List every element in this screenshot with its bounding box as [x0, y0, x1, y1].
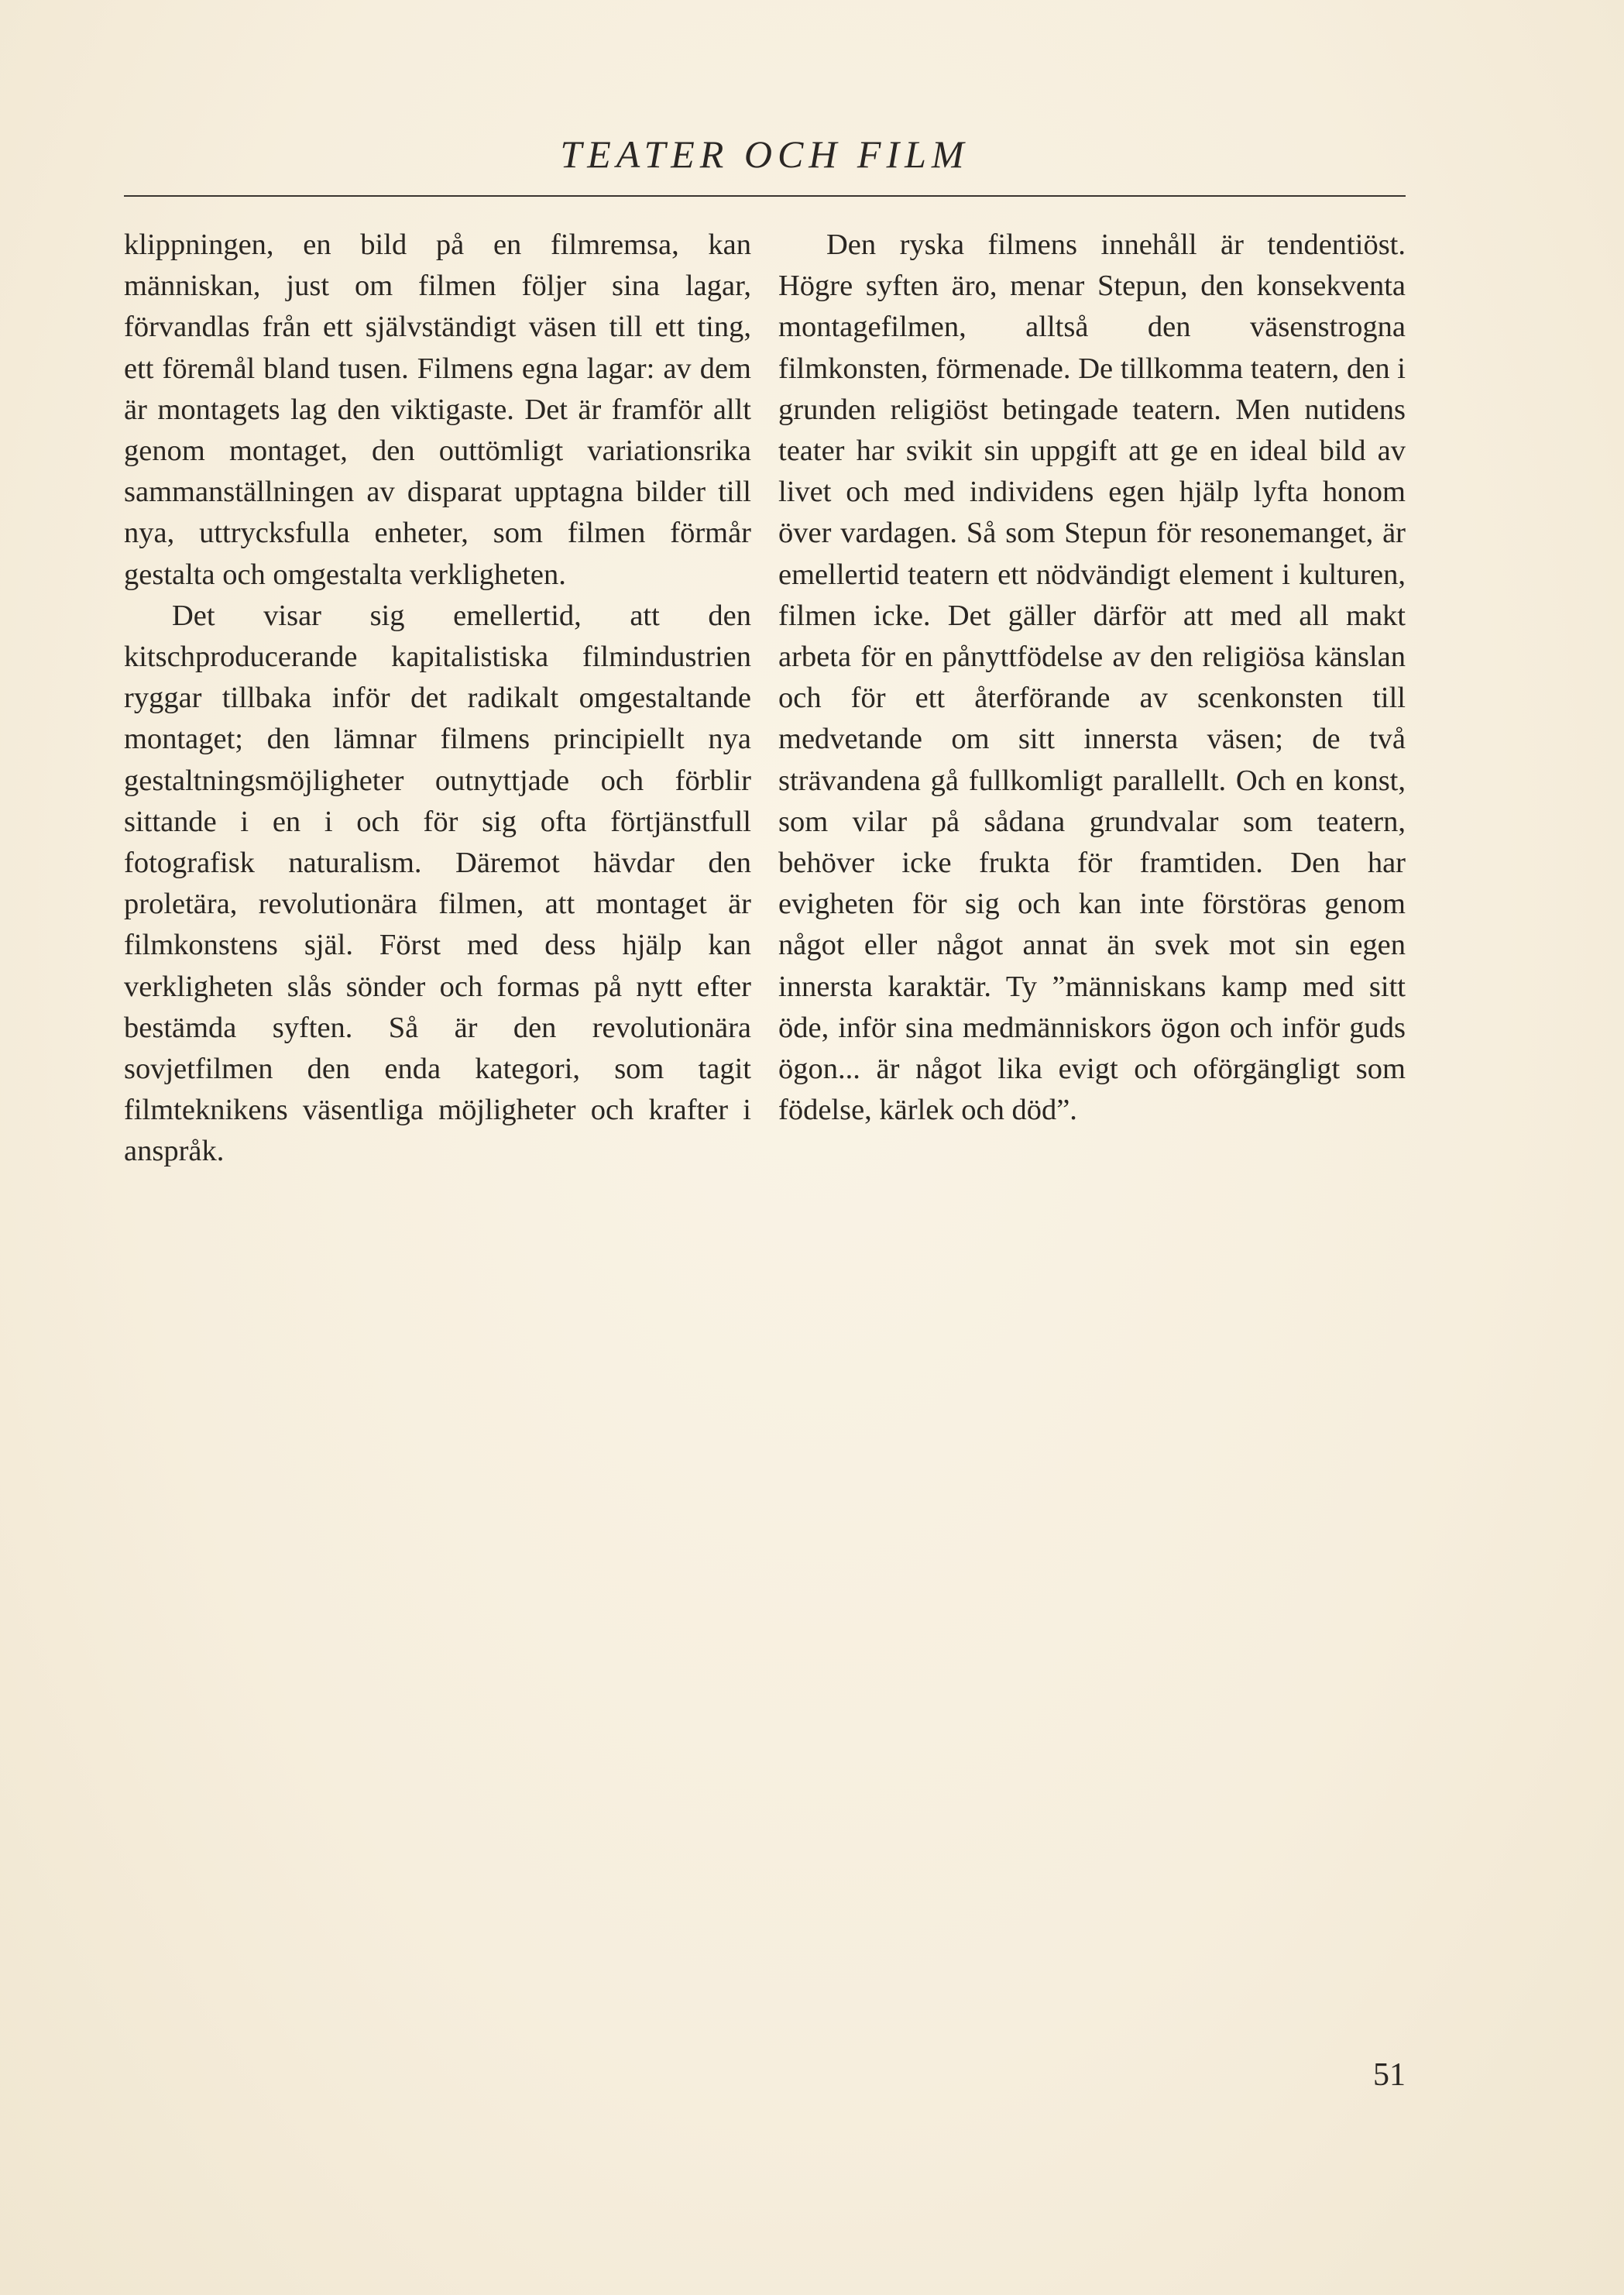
header-rule — [124, 195, 1406, 197]
running-title: TEATER OCH FILM — [560, 132, 970, 176]
page-number: 51 — [1373, 2057, 1406, 2093]
right-column — [778, 225, 1406, 1131]
paragraph: klippningen, en bild på en filmremsa, kan människan, just om filmen följer sina lagar, förvandlas från ett självständigt väsen till ett ting, ett föremål bland tusen. Filmens egna lagar: av dem är montagets lag den viktigaste. Det är framför allt genom montaget, den outtömligt variationsrika sammanställningen av disparat upptagna bilder till nya, uttrycksfulla enheter, som filmen förmår gestalta och omgestalta verkligheten. — [124, 228, 751, 591]
paragraph: Det visar sig emellertid, att den kitschproducerande kapitalistiska filmindustrien ryggar tillbaka inför det radikalt omgestaltande montaget; den lämnar filmens principiellt nya gestaltningsmöjligheter outnyttjade och förblir sittande i en i och för sig ofta förtjänstfull fotografisk naturalism. Däremot hävdar den proletära, revolutionära filmen, att montaget är filmkonstens själ. Först med dess hjälp kan verkligheten slås sönder och formas på nytt efter bestämda syften. Så är den revolutionära sovjetfilmen den enda kategori, som tagit filmteknikens väsentliga möjligheter och krafter i anspråk. — [124, 599, 751, 1168]
left-column — [124, 225, 751, 1173]
paragraph: Den ryska filmens innehåll är tendentiöst. Högre syften äro, menar Stepun, den konsekventa montagefilmen, alltså den väsenstrogna filmkonsten, förmenade. De tillkomma teatern, den i grunden religiöst betingade teatern. Men nutidens teater har svikit sin uppgift att ge en ideal bild av livet och med individens egen hjälp lyfta honom över vardagen. Så som Stepun för resonemanget, är emellertid teatern ett nödvändigt element i kulturen, filmen icke. Det gäller därför att med all makt arbeta för en pånyttfödelse av den religiösa känslan och för ett återförande av scenkonsten till medvetande om sitt innersta väsen; de två strävandena gå fullkomligt parallellt. Och en konst, som vilar på sådana grundvalar som teatern, behöver icke frukta för framtiden. Den har evigheten för sig och kan inte förstöras genom något eller något annat än svek mot sin egen innersta karaktär. Ty ”människans kamp med sitt öde, inför sina medmänniskors ögon och inför guds ögon... är något lika evigt och oförgängligt som födelse, kärlek och död”. — [778, 228, 1406, 1127]
